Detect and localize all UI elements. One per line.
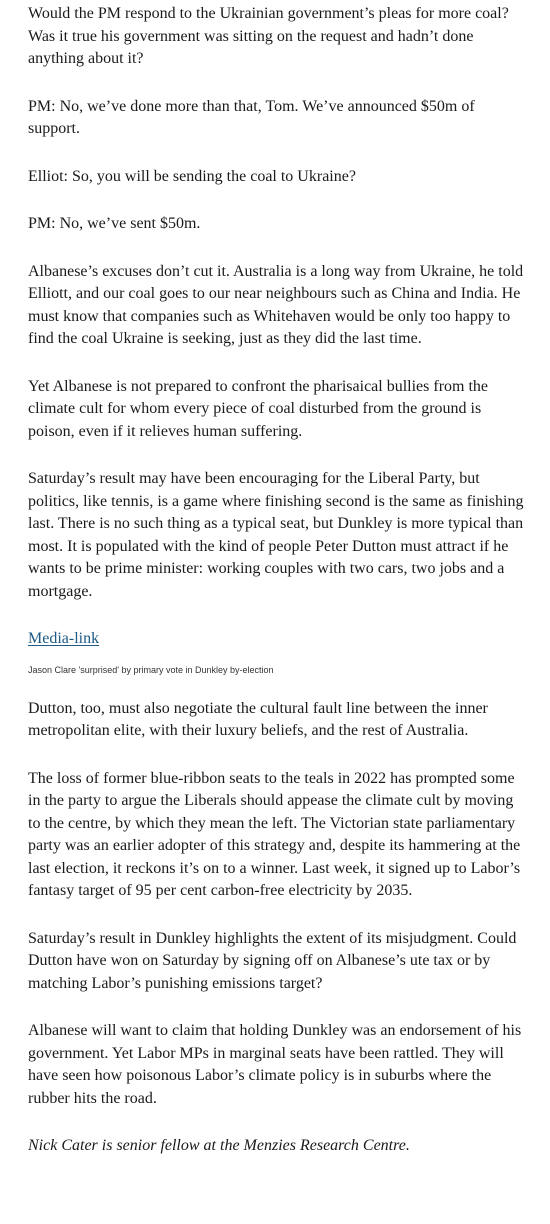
paragraph-misjudgment: Saturday’s result in Dunkley highlights the extent of its misjudgment. Could Dutton have won on Saturday by signing off on Albanese’s ute tax or by matching Labor’s punishing emissions target? (28, 929, 517, 992)
paragraph-climate-cult: Yet Albanese is not prepared to confront the pharisaical bullies from the climate cult for whom every piece of coal disturbed from the ground is poison, even if it relieves human suffering. (28, 377, 489, 440)
paragraph-pm-answer: PM: No, we’ve done more than that, Tom. We’ve announced $50m of support. (28, 97, 475, 137)
paragraph-saturday-result: Saturday’s result may have been encouraging for the Liberal Party, but politics, like tennis, is a game where finishing second is the same as finishing last. There is no such thing as a typical seat, but Dunkley is more typical than most. It is populated with the kind of people Peter Dutton must attract if he wants to be prime minister: working couples with two cars, two jobs and a mortgage. (28, 470, 524, 600)
media-link[interactable]: Media-link (28, 630, 100, 647)
paragraph-coal-pleas: Would the PM respond to the Ukrainian government’s pleas for more coal? Was it true his government was sitting on the request and hadn’t done anything about it? (28, 5, 509, 67)
paragraph-elliot-question: Elliot: So, you will be sending the coal to Ukraine? (28, 167, 356, 185)
paragraph-endorsement: Albanese will want to claim that holding Dunkley was an endorsement of his government. Yet Labor MPs in marginal seats have been rattled. They will have seen how poisonous Labor’s climate policy is in suburbs where the rubber hits the road. (28, 1022, 522, 1107)
media-link-row (28, 628, 527, 651)
paragraph-cultural-fault-line: Dutton, too, must also negotiate the cultural fault line between the inner metropolitan elite, with their luxury beliefs, and the rest of Australia. (28, 699, 488, 739)
paragraph-excuses: Albanese’s excuses don’t cut it. Australia is a long way from Ukraine, he told Elliott, and our coal goes to our near neighbours such as China and India. He must know that companies such as Whitehaven would be only too happy to find the coal Ukraine is seeking, just as they did the last time. (28, 262, 524, 347)
paragraph-teals: The loss of former blue-ribbon seats to the teals in 2022 has prompted some in the party to argue the Liberals should appease the climate cult by moving to the centre, by which they mean the left. The Victorian state parliamentary party was an earlier adopter of this strategy and, despite its hammering at the last election, it reckons it’s on to a winner. Last week, it signed up to Labor’s fantasy target of 95 per cent carbon-free electricity by 2035. (28, 769, 521, 899)
media-caption: Jason Clare 'surprised' by primary vote in Dunkley by-election (28, 664, 274, 675)
author-byline: Nick Cater is senior fellow at the Menzies Research Centre. (28, 1137, 410, 1154)
paragraph-pm-reply: PM: No, we’ve sent $50m. (28, 215, 201, 232)
